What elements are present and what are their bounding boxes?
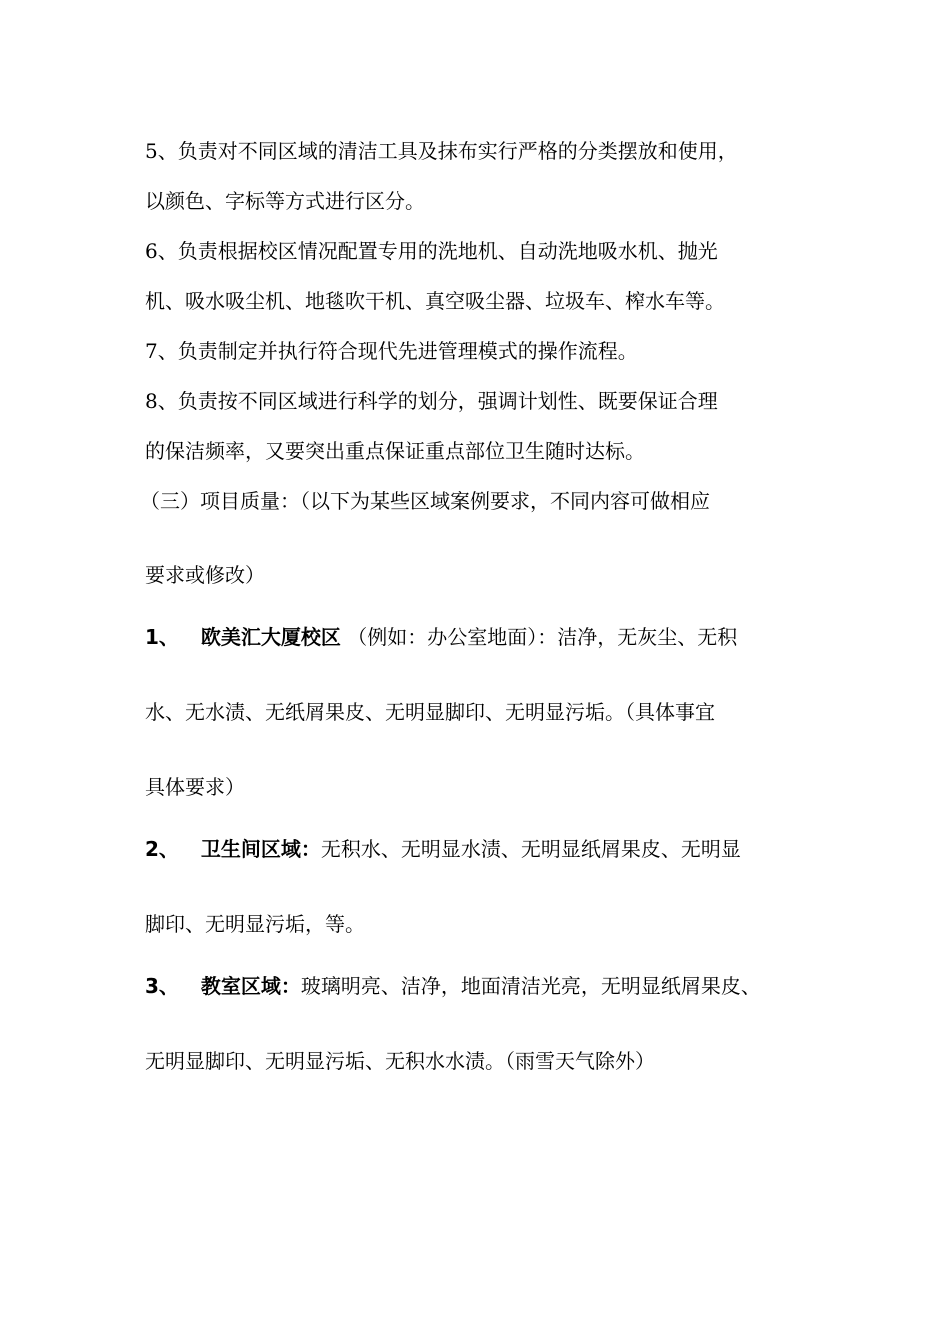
item-6-line-1: 6、负责根据校区情况配置专用的洗地机、自动洗地吸水机、抛光	[145, 239, 718, 263]
quality-item-2-line-1	[145, 835, 815, 863]
item-6-line-2: 机、吸水吸尘机、地毯吹干机、真空吸尘器、垃圾车、榨水车等。	[145, 289, 725, 313]
quality-item-2-title: 卫生间区域：	[200, 837, 321, 861]
quality-item-1-line-2: 水、无水渍、无纸屑果皮、无明显脚印、无明显污垢。（具体事宜	[145, 700, 715, 724]
quality-item-1-number: 1、	[145, 625, 179, 649]
item-5-line-1: 5、负责对不同区域的清洁工具及抹布实行严格的分类摆放和使用，	[145, 139, 738, 163]
item-8-line-1: 8、负责按不同区域进行科学的划分，强调计划性、既要保证合理	[145, 389, 718, 413]
section-3-heading-line-2: 要求或修改）	[145, 563, 265, 587]
quality-item-2-line-2: 脚印、无明显污垢，等。	[145, 912, 365, 936]
quality-item-1-title: 欧美汇大厦校区	[200, 625, 341, 649]
item-7-line-1: 7、负责制定并执行符合现代先进管理模式的操作流程。	[145, 339, 638, 363]
quality-item-1-line-3: 具体要求）	[145, 775, 245, 799]
quality-item-1-line-1	[145, 623, 815, 651]
quality-item-1-text: （例如：办公室地面）：洁净，无灰尘、无积	[340, 625, 738, 649]
quality-item-2-number: 2、	[145, 837, 179, 861]
section-3-heading-line-1: （三）项目质量：（以下为某些区域案例要求，不同内容可做相应	[140, 489, 710, 513]
item-5-line-2: 以颜色、字标等方式进行区分。	[145, 189, 425, 213]
quality-item-3-title: 教室区域：	[200, 974, 301, 998]
quality-item-3-text: 玻璃明亮、洁净，地面清洁光亮，无明显纸屑果皮、	[300, 974, 761, 998]
quality-item-3-number: 3、	[145, 974, 179, 998]
quality-item-3-line-1	[145, 972, 815, 1000]
item-8-line-2: 的保洁频率，又要突出重点保证重点部位卫生随时达标。	[145, 439, 645, 463]
quality-item-2-text: 无积水、无明显水渍、无明显纸屑果皮、无明显	[320, 837, 741, 861]
quality-item-3-line-2: 无明显脚印、无明显污垢、无积水水渍。（雨雪天气除外）	[145, 1049, 655, 1073]
